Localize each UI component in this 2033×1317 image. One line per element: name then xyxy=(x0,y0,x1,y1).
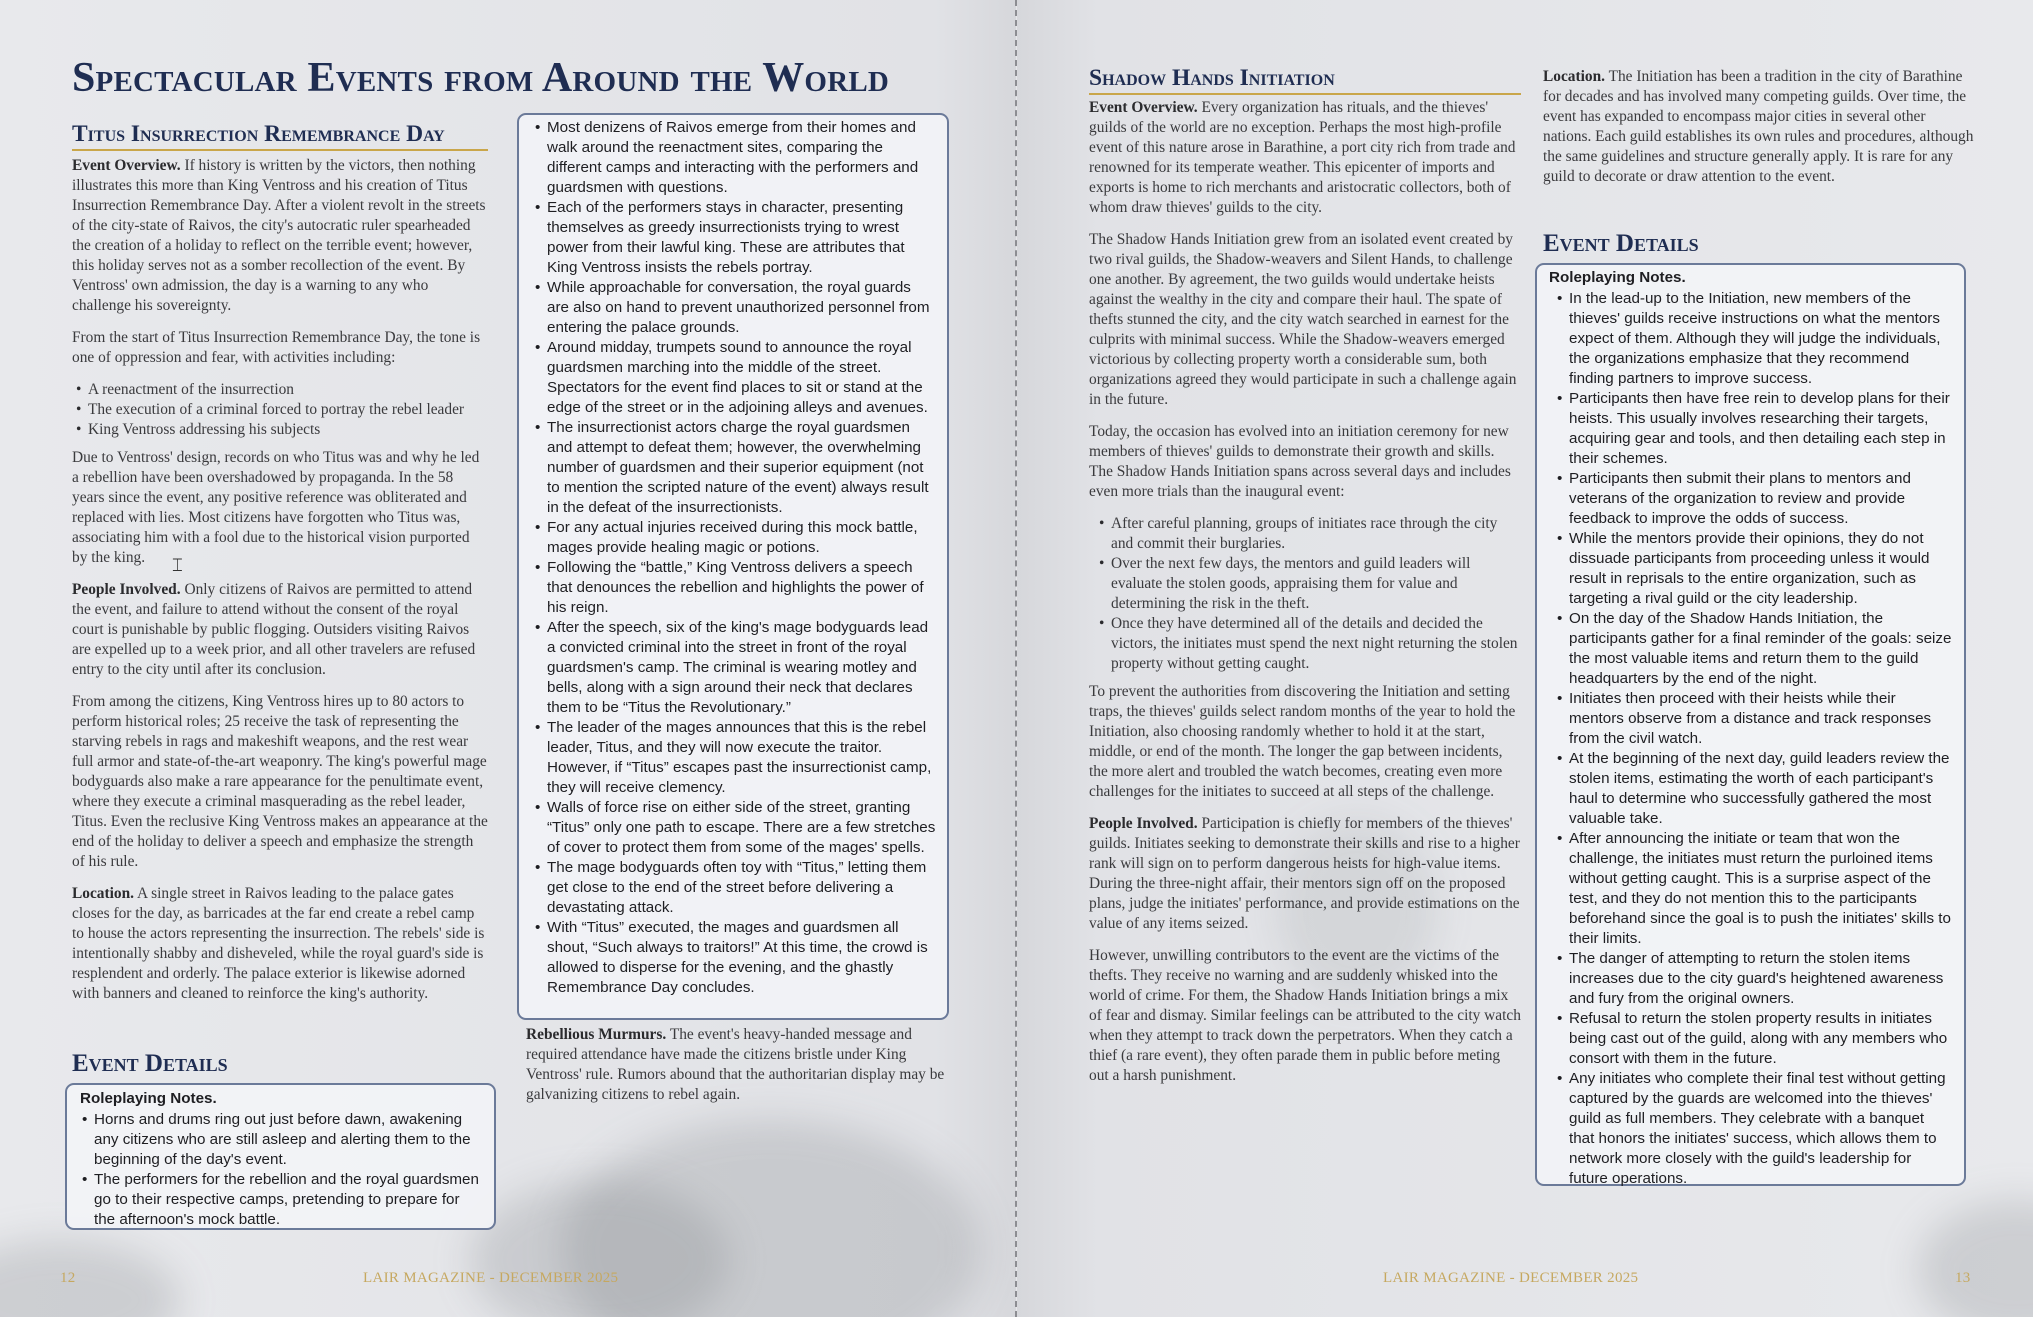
list-item: • Most denizens of Raivos emerge from their homes and walk around the reenactment sites, comparing the different camps and interacting with the performers and guardsmen with questions. xyxy=(533,118,936,198)
list-item: • Horns and drums ring out just before dawn, awakening any citizens who are still asleep and alerting them to the beginning of the day's event. xyxy=(80,1110,482,1170)
titus-activities-list xyxy=(72,380,488,440)
list-item: • Walls of force rise on either side of the street, granting “Titus” only one path to escape. There are a few stretches of cover to protect them from some of the mages' spells. xyxy=(533,798,936,858)
list-item: • At the beginning of the next day, guild leaders review the stolen items, estimating the worth of each participant's haul to determine who successfully gathered the most valuable take. xyxy=(1555,749,1953,829)
titus-intro: From the start of Titus Insurrection Remembrance Day, the tone is one of oppression and fear, with activities including: xyxy=(72,329,481,366)
list-item: • In the lead-up to the Initiation, new members of the thieves' guilds receive instructions on what the mentors expect of them. Although they will judge the individuals, the organizations emphasize that they recommend finding partners to improve success. xyxy=(1555,289,1953,389)
footer-left: LAIR MAGAZINE - DECEMBER 2025 xyxy=(363,1270,619,1286)
section-title-titus: Titus Insurrection Remembrance Day xyxy=(72,121,488,151)
rebellious-murmurs: Rebellious Murmurs. The event's heavy-handed message and required attendance have made the citizens bristle under King Ventross' rule. Rumors abound that the authoritarian display may be galvanizing citizens to rebel again. xyxy=(526,1026,945,1103)
left-page xyxy=(0,0,1016,1317)
shadow-location: Location. The Initiation has been a tradition in the city of Barathine for decades and has involved many competing guilds. Over time, the event has expanded to encompass major cities in several other nations. Each guild establishes its own rules and procedures, although the same guidelines and structure generally apply. It is rare for any guild to decorate or draw attention to the event. xyxy=(1543,68,1974,185)
list-item: • Following the “battle,” King Ventross delivers a speech that denounces the rebellion and highlights the power of his reign. xyxy=(533,558,936,618)
list-item: • King Ventross addressing his subjects xyxy=(72,420,488,440)
roleplaying-notes-box-right xyxy=(1535,263,1966,1186)
left-column xyxy=(72,121,488,1016)
titus-actors: From among the citizens, King Ventross hires up to 80 actors to perform historical roles; 25 receive the task of representing the starving rebels in rags and makeshift weapons, and the rest wear full armor and state-of-the-art weaponry. The king's powerful mage bodyguards also make a rare appearance for the penultimate event, where they execute a criminal masquerading as the rebel leader, Titus. Even the reclusive King Ventross makes an appearance at the end of the holiday to deliver a speech and emphasize the strength of his rule. xyxy=(72,693,488,870)
list-item: • While the mentors provide their opinions, they do not dissuade participants from proceeding unless it would result in reprisals to the entire organization, such as targeting a rival guild or the city leadership. xyxy=(1555,529,1953,609)
shadow-people-involved: People Involved. Participation is chiefly for members of the thieves' guilds. Initiates seeking to demonstrate their skills and rise to a higher rank will sign on to perform dangerous heists for high-value items. During the three-night affair, their mentors sign off on the proposed plans, judge the initiates' performance, and provide estimations on the value of any items seized. xyxy=(1089,815,1520,932)
roleplaying-notes-continued-box xyxy=(517,113,949,1020)
roleplaying-label: Roleplaying Notes. xyxy=(80,1090,217,1107)
list-item: • Refusal to return the stolen property results in initiates being cast out of the guild, along with any members who consort with them in the future. xyxy=(1555,1009,1953,1069)
right-column xyxy=(1089,65,1521,1098)
list-item: • Initiates then proceed with their heists while their mentors observe from a distance and track responses from the civil watch. xyxy=(1555,689,1953,749)
list-item: • Participants then have free rein to develop plans for their heists. This usually involves researching their targets, acquiring gear and tools, and then detailing each step in their schemes. xyxy=(1555,389,1953,469)
list-item: • The danger of attempting to return the stolen items increases due to the city guard's heightened awareness and fury from the original owners. xyxy=(1555,949,1953,1009)
text-cursor-icon: ⌶ xyxy=(172,555,183,576)
list-item: • After announcing the initiate or team that won the challenge, the initiates must return the purloined items without getting caught. This is a surprise aspect of the test, and they do not mention this to the participants beforehand since the goal is to push the initiates' skills to their limits. xyxy=(1555,829,1953,949)
list-item: • Any initiates who complete their final test without getting captured by the guards are welcomed into the thieves' guild as full members. They celebrate with a banquet that honors the initiates' success, which allows them to network more closely with the guild's leadership for future operations. xyxy=(1555,1069,1953,1189)
titus-people-involved: People Involved. Only citizens of Raivos are permitted to attend the event, and failure to attend without the consent of the royal court is punishable by public flogging. Outsiders visiting Raivos are expelled up to a week prior, and all other travelers are refused entry to the city until after its conclusion. xyxy=(72,581,476,678)
event-details-title-left: Event Details xyxy=(72,1050,228,1077)
titus-propaganda: Due to Ventross' design, records on who Titus was and why he led a rebellion have been overshadowed by propaganda. In the 58 years since the event, any positive reference was obliterated and replaced with lies. Most citizens have forgotten who Titus was, associating him with a fool due to the historical vision purported by the king. xyxy=(72,449,480,566)
shadow-overview: Event Overview. Every organization has rituals, and the thieves' guilds of the world are no exception. Perhaps the most high-profile event of this nature arose in Barathine, a port city rich from trade and renowned for its temperate weather. This epicenter of imports and exports is home to rich merchants and aristocratic collectors, both of whom draw thieves' guilds to the city. xyxy=(1089,99,1516,216)
section-title-shadow-hands: Shadow Hands Initiation xyxy=(1089,65,1521,95)
list-item: • Around midday, trumpets sound to announce the royal guardsmen marching into the middle of the street. Spectators for the event find places to sit or stand at the edge of the street or in the adjoining alleys and avenues. xyxy=(533,338,936,418)
list-item: • Participants then submit their plans to mentors and veterans of the organization to review and provide feedback to improve the odds of success. xyxy=(1555,469,1953,529)
page-number-right: 13 xyxy=(1955,1270,1971,1286)
shadow-today: Today, the occasion has evolved into an initiation ceremony for new members of thieves' guilds to demonstrate their growth and skills. The Shadow Hands Initiation spans across several days and includes even more trials than the inaugural event: xyxy=(1089,423,1511,500)
shadow-trials-list xyxy=(1089,514,1521,674)
list-item: • Each of the performers stays in character, presenting themselves as greedy insurrectionists trying to wrest power from their lawful king. These are attributes that King Ventross insists the rebels portray. xyxy=(533,198,936,278)
list-item: • For any actual injuries received during this mock battle, mages provide healing magic or potions. xyxy=(533,518,936,558)
main-title: Spectacular Events from Around the World xyxy=(72,55,890,101)
list-item: • The mage bodyguards often toy with “Titus,” letting them get close to the end of the street before delivering a devastating attack. xyxy=(533,858,936,918)
titus-location: Location. A single street in Raivos leading to the palace gates closes for the day, as barricades at the far end create a rebel camp to house the actors representing the insurrection. The rebels' side is intentionally shabby and disheveled, while the royal guard's side is resplendent and orderly. The palace exterior is likewise adorned with banners and cleaned to reinforce the king's authority. xyxy=(72,885,485,1002)
list-item: • On the day of the Shadow Hands Initiation, the participants gather for a final reminder of the goals: seize the most valuable items and return them to the guild headquarters by the end of the night. xyxy=(1555,609,1953,689)
shadow-origin: The Shadow Hands Initiation grew from an isolated event created by two rival guilds, the Shadow-weavers and Silent Hands, to challenge one another. By agreement, the two guilds would undertake heists against the wealthy in the city and compare their haul. The spate of thefts stunned the city, and the city watch searched in earnest for the culprits with minimal success. While the Shadow-weavers emerged victorious by collecting property worth a considerable sum, both organizations agreed they would participate in such a challenge again in the future. xyxy=(1089,231,1517,408)
list-item: • The leader of the mages announces that this is the rebel leader, Titus, and they will now execute the traitor. However, if “Titus” escapes past the insurrectionist camp, they will receive clemency. xyxy=(533,718,936,798)
footer-right: LAIR MAGAZINE - DECEMBER 2025 xyxy=(1383,1270,1639,1286)
page-number-left: 12 xyxy=(60,1270,76,1286)
list-item: • After the speech, six of the king's mage bodyguards lead a convicted criminal into the street in front of the royal guardsmen's camp. The criminal is wearing motley and bells, along with a sign around their neck that declares them to be “Titus the Revolutionary.” xyxy=(533,618,936,718)
event-details-title-right: Event Details xyxy=(1543,230,1699,257)
list-item: • A reenactment of the insurrection xyxy=(72,380,488,400)
titus-overview: Event Overview. If history is written by the victors, then nothing illustrates this more than King Ventross and his creation of Titus Insurrection Remembrance Day. After a violent revolt in the streets of the city-state of Raivos, the city's autocratic ruler spearheaded the creation of a holiday to reflect on the terrible event; however, this holiday serves not as a somber recollection of the event. By Ventross' own admission, the day is a warning to any who challenge his sovereignty. xyxy=(72,157,486,314)
shadow-victims: However, unwilling contributors to the event are the victims of the thefts. They receive no warning and are suddenly whisked into the world of crime. For them, the Shadow Hands Initiation brings a mix of fear and dismay. Similar feelings can be attributed to the city watch when they attempt to track down the perpetrators. When they catch a thief (a rare event), they often parade them in public before meting out a harsh punishment. xyxy=(1089,947,1521,1084)
list-item: • The execution of a criminal forced to portray the rebel leader xyxy=(72,400,488,420)
roleplaying-label: Roleplaying Notes. xyxy=(1549,269,1686,286)
list-item: • The insurrectionist actors charge the royal guardsmen and attempt to defeat them; however, the overwhelming number of guardsmen and their superior equipment (not to mention the scripted nature of the event) always result in the defeat of the insurrectionists. xyxy=(533,418,936,518)
list-item: • With “Titus” executed, the mages and guardsmen all shout, “Such always to traitors!” At this time, the crowd is allowed to disperse for the evening, and the ghastly Remembrance Day concludes. xyxy=(533,918,936,998)
shadow-prevent: To prevent the authorities from discovering the Initiation and setting traps, the thieves' guilds select random months of the year to hold the Initiation, also choosing randomly whether to hold it at the start, middle, or end of the month. The longer the gap between incidents, the more alert and troubled the watch becomes, creating even more challenges for the initiates to succeed at all steps of the challenge. xyxy=(1089,683,1516,800)
list-item: • After careful planning, groups of initiates race through the city and commit their burglaries. xyxy=(1095,514,1521,554)
roleplaying-notes-box-left xyxy=(65,1083,496,1230)
list-item: • Over the next few days, the mentors and guild leaders will evaluate the stolen goods, appraising them for value and determining the risk in the theft. xyxy=(1095,554,1521,614)
list-item: • While approachable for conversation, the royal guards are also on hand to prevent unauthorized personnel from entering the palace grounds. xyxy=(533,278,936,338)
list-item: • Once they have determined all of the details and decided the victors, the initiates must spend the next night returning the stolen property without getting caught. xyxy=(1095,614,1521,674)
list-item: • The performers for the rebellion and the royal guardsmen go to their respective camps, pretending to prepare for the afternoon's mock battle. xyxy=(80,1170,482,1230)
right-page xyxy=(1017,0,2033,1317)
